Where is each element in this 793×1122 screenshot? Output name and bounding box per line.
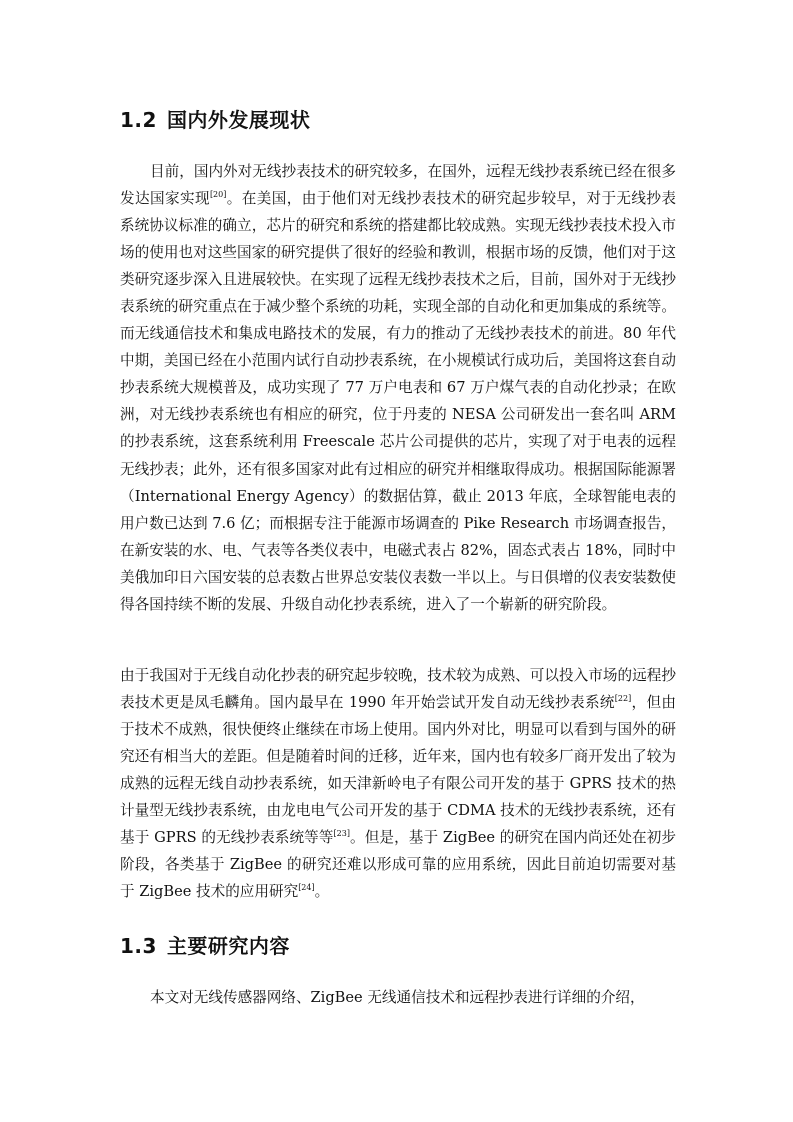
section-title: 主要研究内容 bbox=[166, 934, 290, 958]
text-run: ，但由于技术不成熟，很快便终止继续在市场上使用。国内外对比，明显可以看到与国外的研究还有相当大的差距。但是随着时间的迁移，近年来，国内也有较多厂商开发出了较为成熟的远程无线自动抄表系统，如天津新岭电子有限公司开发的基于 GPRS 技术的热计量型无线抄表系统，由龙电电气公司开发的基于 CDMA 技术的无线抄表系统，还有基于 GPRS 的无线抄表系统等等 bbox=[120, 694, 676, 847]
text-run: 。但是，基于 ZigBee 的研究在国内尚还处在初步阶段，各类基于 ZigBee 的研究还难以形成可靠的应用系统，因此目前迫切需要对基于 ZigBee 技术的应用研究 bbox=[120, 829, 676, 901]
citation-ref: [20] bbox=[209, 190, 227, 200]
text-run: 目前，国内外对无线抄表技术的研究较多，在国外，远程无线抄表系统已经在很多发达国家实现 bbox=[120, 163, 676, 208]
citation-ref: [23] bbox=[333, 829, 350, 839]
section-title: 国内外发展现状 bbox=[166, 108, 311, 132]
text-run: 由于我国对于无线自动化抄表的研究起步较晚，技术较为成熟、可以投入市场的远程抄表技术更是凤毛麟角。国内最早在 1990 年开始尝试开发自动无线抄表系统 bbox=[120, 667, 676, 712]
paragraph-domestic-research bbox=[120, 662, 676, 905]
citation-ref: [22] bbox=[614, 694, 632, 704]
section-heading-1-3 bbox=[120, 930, 290, 959]
text-run: 。在美国，由于他们对无线抄表技术的研究起步较早，对于无线抄表系统协议标准的确立，芯片的研究和系统的搭建都比较成熟。实现无线抄表技术投入市场的使用也对这些国家的研究提供了很好的经验和教训，根据市场的反馈，他们对于这类研究逐步深入且进展较快。在实现了远程无线抄表技术之后，目前，国外对于无线抄表系统的研究重点在于减少整个系统的功耗，实现全部的自动化和更加集成的系统等。而无线通信技术和集成电路技术的发展，有力的推动了无线抄表技术的前进。80 年代中期，美国已经在小范围内试行自动抄表系统，在小规模试行成功后，美国将这套自动抄表系统大规模普及，成功实现了 77 万户电表和 67 万户煤气表的自动化抄录；在欧洲，对无线抄表系统也有相应的研究，位于丹麦的 NESA 公司研发出一套名叫 ARM 的抄表系统，这套系统利用 Freescale 芯片公司提供的芯片，实现了对于电表的远程无线抄表；此外，还有很多国家对此有过相应的研究并相继取得成功。根据国际能源署（International Energy Agency）的数据估算，截止 2013 年底，全球智能电表的用户数已达到 7.6 亿；而根据专注于能源市场调查的 Pike Research 市场调查报告，在新安装的水、电、气表等各类仪表中，电磁式表占 82%，固态式表占 18%，同时中美俄加印日六国安装的总表数占世界总安装仪表数一半以上。与日俱增的仪表安装数使得各国持续不断的发展、升级自动化抄表系统，进入了一个崭新的研究阶段。 bbox=[120, 190, 676, 613]
section-heading-1-2 bbox=[120, 104, 310, 133]
paragraph-overseas-research bbox=[120, 158, 676, 618]
paragraph-research-content bbox=[120, 984, 676, 1011]
section-number: 1.2 bbox=[120, 108, 157, 132]
text-run: 。 bbox=[314, 883, 330, 901]
section-number: 1.3 bbox=[120, 934, 157, 958]
citation-ref: [24] bbox=[298, 883, 315, 893]
text-run: 本文对无线传感器网络、ZigBee 无线通信技术和远程抄表进行详细的介绍， bbox=[150, 989, 645, 1006]
